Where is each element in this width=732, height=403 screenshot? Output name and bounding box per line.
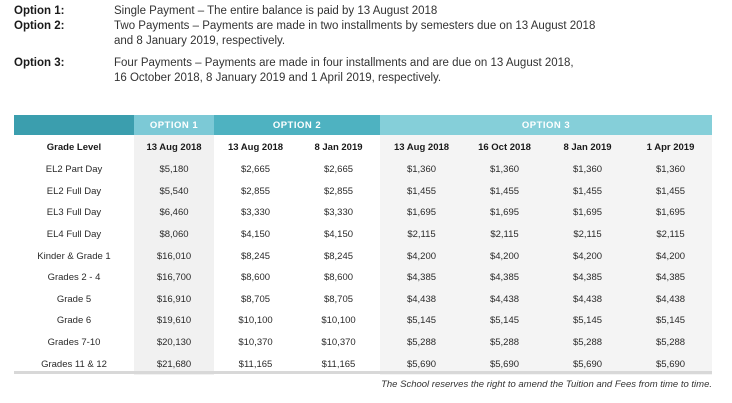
fee-cell: $1,695 (463, 202, 546, 224)
fee-cell: $1,360 (463, 159, 546, 181)
fee-cell: $5,288 (629, 332, 712, 354)
fee-cell: $1,695 (380, 202, 463, 224)
fee-cell: $4,385 (546, 267, 629, 289)
header-grade-level: Grade Level (14, 135, 134, 159)
payment-options (14, 4, 714, 86)
option-2-description-line-1: Two Payments – Payments are made in two installments by semesters due on 13 August 2018 (114, 20, 596, 32)
table-row (14, 224, 712, 246)
option-2-label: Option 2: (14, 20, 65, 32)
fee-cell: $4,200 (629, 245, 712, 267)
fee-cell: $1,695 (629, 202, 712, 224)
fee-cell: $1,455 (463, 181, 546, 203)
grade-level-cell: Grades 7-10 (14, 332, 134, 354)
option-2-description-line-2: and 8 January 2019, respectively. (114, 35, 286, 47)
fee-cell: $4,438 (463, 289, 546, 311)
fee-cell: $4,200 (463, 245, 546, 267)
grade-level-cell: Grades 11 & 12 (14, 353, 134, 375)
fee-cell: $4,385 (629, 267, 712, 289)
date-header-row (14, 135, 712, 159)
fee-cell: $1,360 (546, 159, 629, 181)
table-row (14, 245, 712, 267)
table-row (14, 332, 712, 354)
fee-cell: $5,145 (629, 310, 712, 332)
fee-cell: $2,115 (629, 224, 712, 246)
fee-cell: $5,145 (546, 310, 629, 332)
fee-cell: $10,370 (297, 332, 380, 354)
fee-cell: $5,690 (546, 353, 629, 375)
option-band-row (14, 115, 712, 135)
fee-cell: $5,690 (629, 353, 712, 375)
fee-cell: $8,245 (297, 245, 380, 267)
fee-cell: $16,700 (134, 267, 214, 289)
tuition-table-body (14, 159, 712, 375)
fee-cell: $5,690 (463, 353, 546, 375)
fee-cell: $8,245 (214, 245, 297, 267)
header-date: 13 Aug 2018 (134, 135, 214, 159)
fee-cell: $5,540 (134, 181, 214, 203)
fee-cell: $6,460 (134, 202, 214, 224)
fee-cell: $8,600 (297, 267, 380, 289)
fee-cell: $1,695 (546, 202, 629, 224)
fee-cell: $1,360 (380, 159, 463, 181)
option-3-row (14, 56, 714, 86)
option-1-band: OPTION 1 (134, 115, 214, 135)
fee-cell: $19,610 (134, 310, 214, 332)
option-1-label: Option 1: (14, 5, 65, 17)
table-bottom-rule (14, 371, 712, 374)
fee-cell: $3,330 (214, 202, 297, 224)
tuition-table (14, 115, 712, 375)
header-date: 16 Oct 2018 (463, 135, 546, 159)
header-date: 1 Apr 2019 (629, 135, 712, 159)
fee-cell: $8,705 (297, 289, 380, 311)
fee-cell: $4,438 (380, 289, 463, 311)
grade-level-cell: EL2 Full Day (14, 181, 134, 203)
fee-cell: $4,150 (297, 224, 380, 246)
option-3-label: Option 3: (14, 57, 65, 69)
fee-cell: $10,370 (214, 332, 297, 354)
grade-level-cell: Grade 6 (14, 310, 134, 332)
fee-cell: $3,330 (297, 202, 380, 224)
fee-cell: $1,360 (629, 159, 712, 181)
grade-level-cell: EL2 Part Day (14, 159, 134, 181)
grade-level-cell: EL3 Full Day (14, 202, 134, 224)
fee-cell: $5,288 (546, 332, 629, 354)
fee-cell: $1,455 (380, 181, 463, 203)
band-blank-cell (14, 115, 134, 135)
grade-level-cell: Grades 2 - 4 (14, 267, 134, 289)
grade-level-cell: Grade 5 (14, 289, 134, 311)
table-row (14, 181, 712, 203)
grade-level-cell: Kinder & Grade 1 (14, 245, 134, 267)
fee-cell: $5,288 (380, 332, 463, 354)
option-3-description-line-2: 16 October 2018, 8 January 2019 and 1 April 2019, respectively. (114, 72, 442, 84)
option-3-description-line-1: Four Payments – Payments are made in four installments and are due on 13 August 2018, (114, 57, 574, 69)
header-date: 13 Aug 2018 (380, 135, 463, 159)
option-1-row (14, 4, 714, 19)
fee-cell: $5,288 (463, 332, 546, 354)
fee-cell: $2,665 (214, 159, 297, 181)
fee-cell: $10,100 (214, 310, 297, 332)
option-2-description (114, 19, 714, 49)
table-row (14, 202, 712, 224)
grade-level-cell: EL4 Full Day (14, 224, 134, 246)
fee-cell: $2,115 (546, 224, 629, 246)
header-date: 8 Jan 2019 (546, 135, 629, 159)
fee-cell: $4,385 (380, 267, 463, 289)
fee-cell: $20,130 (134, 332, 214, 354)
option-2-row (14, 19, 714, 49)
fee-cell: $11,165 (297, 353, 380, 375)
fee-cell: $1,455 (546, 181, 629, 203)
fee-cell: $21,680 (134, 353, 214, 375)
fee-cell: $2,665 (297, 159, 380, 181)
table-row (14, 289, 712, 311)
table-row (14, 159, 712, 181)
option-2-band: OPTION 2 (214, 115, 380, 135)
fee-cell: $5,690 (380, 353, 463, 375)
fee-cell: $2,115 (380, 224, 463, 246)
header-date: 8 Jan 2019 (297, 135, 380, 159)
fee-cell: $16,010 (134, 245, 214, 267)
fee-cell: $4,438 (546, 289, 629, 311)
fee-cell: $2,855 (297, 181, 380, 203)
fee-cell: $8,060 (134, 224, 214, 246)
fee-cell: $4,150 (214, 224, 297, 246)
fee-cell: $10,100 (297, 310, 380, 332)
fee-cell: $8,705 (214, 289, 297, 311)
table-row (14, 267, 712, 289)
fee-cell: $5,145 (380, 310, 463, 332)
fee-cell: $4,200 (546, 245, 629, 267)
footnote: The School reserves the right to amend the Tuition and Fees from time to time. (381, 379, 712, 390)
fee-cell: $8,600 (214, 267, 297, 289)
fee-cell: $4,200 (380, 245, 463, 267)
header-date: 13 Aug 2018 (214, 135, 297, 159)
fee-cell: $2,855 (214, 181, 297, 203)
fee-cell: $16,910 (134, 289, 214, 311)
option-3-description (114, 56, 714, 86)
option-1-description: Single Payment – The entire balance is paid by 13 August 2018 (114, 5, 438, 17)
fee-cell: $1,455 (629, 181, 712, 203)
fee-cell: $4,438 (629, 289, 712, 311)
fee-cell: $5,180 (134, 159, 214, 181)
fee-cell: $4,385 (463, 267, 546, 289)
table-row (14, 310, 712, 332)
fee-cell: $5,145 (463, 310, 546, 332)
option-3-band: OPTION 3 (380, 115, 712, 135)
fee-cell: $2,115 (463, 224, 546, 246)
fee-cell: $11,165 (214, 353, 297, 375)
